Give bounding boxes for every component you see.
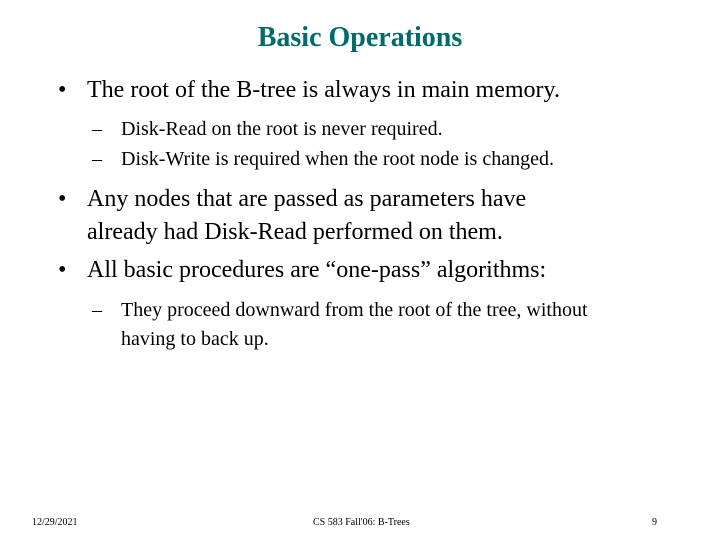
- bullet-text-line-1: Any nodes that are passed as parameters have: [87, 186, 527, 212]
- footer-date: 12/29/2021: [32, 517, 78, 528]
- bullet-text: The root of the B-tree is always in main memory.: [87, 77, 560, 103]
- sub-bullet-text-line-2: having to back up.: [121, 328, 269, 350]
- dash-marker: –: [92, 299, 102, 321]
- bullet-marker: •: [58, 257, 67, 283]
- bullet-text-line-2: already had Disk-Read performed on them.: [87, 219, 503, 245]
- bullet-marker: •: [58, 77, 67, 103]
- bullet-marker: •: [58, 186, 67, 212]
- dash-marker: –: [92, 118, 102, 140]
- sub-bullet-text: Disk-Write is required when the root node is changed.: [121, 148, 554, 170]
- dash-marker: –: [92, 148, 102, 170]
- footer-course: CS 583 Fall'06: B-Trees: [313, 517, 410, 528]
- sub-bullet-text: Disk-Read on the root is never required.: [121, 118, 443, 140]
- slide-title: Basic Operations: [257, 22, 463, 53]
- sub-bullet-text-line-1: They proceed downward from the root of the tree, without: [121, 299, 588, 321]
- bullet-text: All basic procedures are “one-pass” algorithms:: [87, 257, 547, 283]
- footer-page-number: 9: [652, 517, 657, 528]
